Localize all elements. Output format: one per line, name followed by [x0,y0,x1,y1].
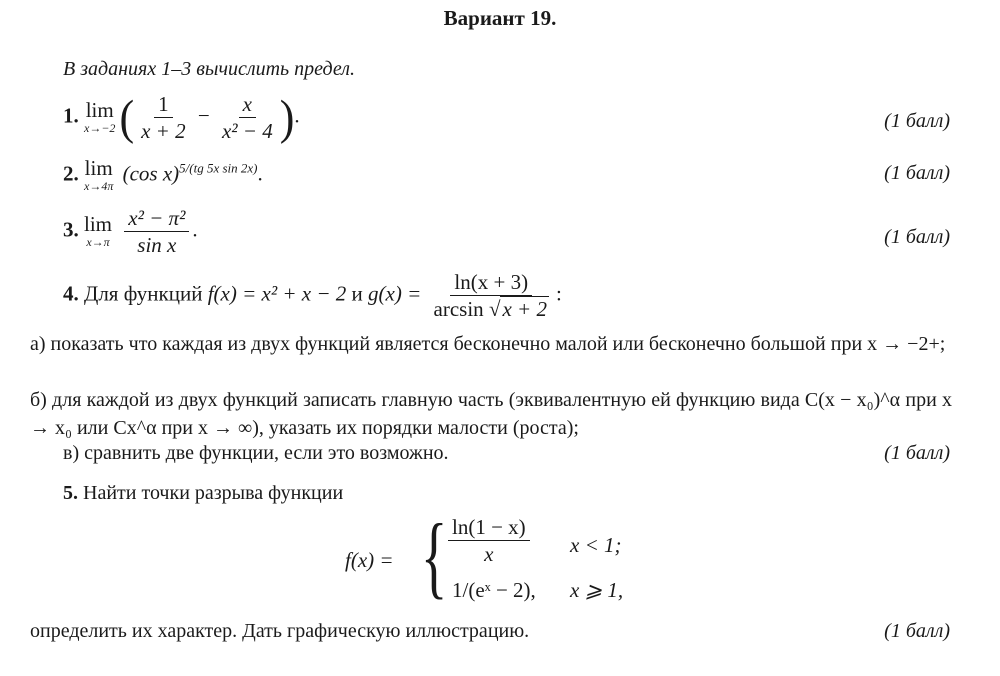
intro-text: В заданиях 1–3 вычислить предел. [63,58,355,80]
task-1: 1. lim x→−2 ( $\frac{1}{x + 2}$ − $\frac{x}{\text{x² − 4}}$ ). [63,90,300,145]
fraction-1: $\frac{1}{x + 2}$ [141,92,186,144]
limit-operator: lim x→−2 [84,97,116,135]
page-title: Вариант 19. [443,6,557,30]
fraction: $\frac{\text{x² − π²}}{\text{sin x}}$ [124,206,189,257]
case-1 [445,515,533,566]
fraction-2: $\frac{x}{\text{x² − 4}}$ [221,92,273,144]
right-paren: ) [279,90,295,145]
case-1-fraction: $\frac{\ln(1 - x)}{x}$ [448,515,530,566]
points-label: (1 балл) [884,442,950,464]
function-f: f(x) = x² + x − 2 [207,281,347,306]
task-number: 5. [63,482,78,504]
task-4-part-a: а) показать что каждая из двух функций является бесконечно малой или бесконечно большой при x → −2+; [30,333,946,355]
task-4-part-b: б) для каждой из двух функций записать главную часть (эквивалентную ей функцию вида C(x − x₀)^α при x → x₀ или Cx^α при x → ∞), указать их порядки малости (роста); [30,389,952,439]
task-5-header: 5. Найти точки разрыва функции [63,482,344,504]
left-brace: { [420,505,448,607]
task-number: 2. [63,161,79,186]
piecewise-lhs: f(x) = [345,548,394,572]
task-4-header: 4. Для функций f(x) = x² + x − 2 и g(x) = $\frac{\ln(x + 3)}{\arcsin √x + 2}$ : [63,270,562,322]
task-number: 1. [63,103,79,128]
left-paren: ( [119,90,135,145]
points-label: (1 балл) [884,226,950,248]
points-label: (1 балл) [884,620,950,642]
task-3: 3. lim x→π $\frac{\text{x² − π²}}{\text{sin x}}$ . [63,206,198,258]
limit-operator: lim x→π [84,211,113,249]
points-label: (1 балл) [884,110,950,132]
limit-operator: lim x→4π [84,156,114,193]
points-label: (1 балл) [884,162,950,184]
function-g-fraction: $\frac{\ln(x + 3)}{\arcsin √x + 2}$ [433,270,547,322]
task-2: 2. lim x→4π (cos x)$^{5/(tg 5x sin 2x)}$. [63,156,263,193]
task-number: 3. [63,217,79,242]
case-2-condition: x ⩾ 1, [570,578,624,602]
case-2: 1/(eˣ − 2), [452,578,536,602]
task-4-part-c: в) сравнить две функции, если это возможно. [63,442,449,464]
task-number: 4. [63,281,79,306]
case-1-condition: x < 1; [570,533,622,557]
task-5-outro: определить их характер. Дать графическую иллюстрацию. [30,620,530,642]
exponent: 5/(tg 5x sin 2x) [179,160,258,176]
